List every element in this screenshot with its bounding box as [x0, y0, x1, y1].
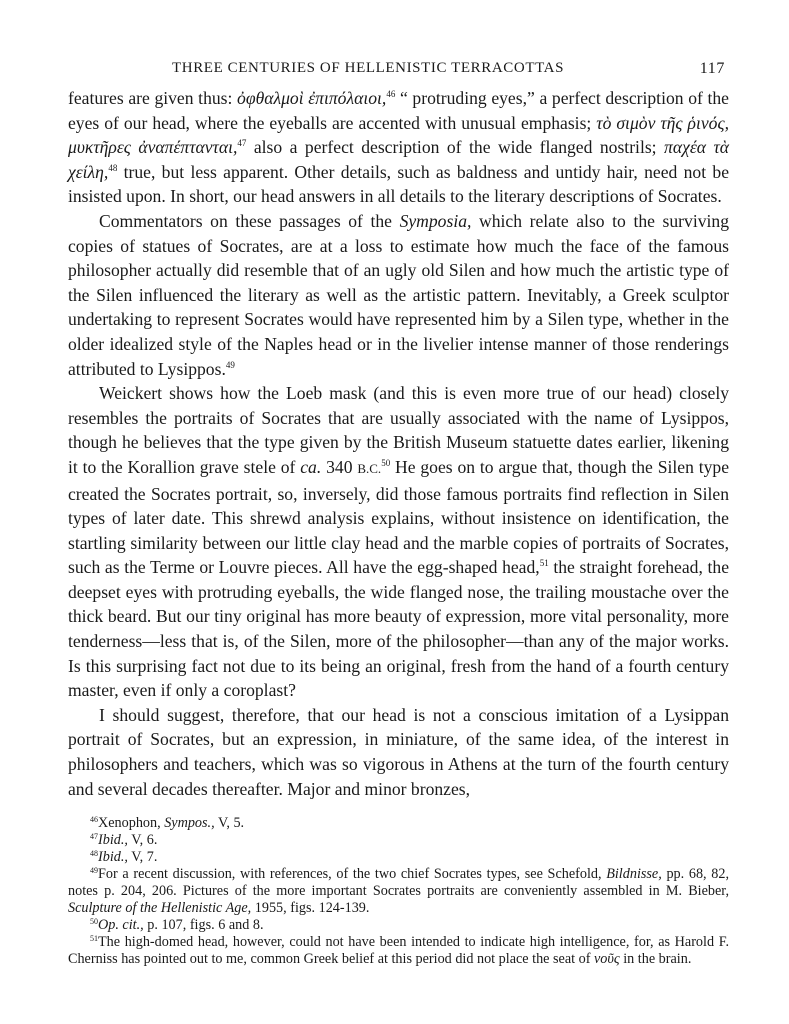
text-run: Xenophon,: [98, 815, 165, 832]
italic-title: Symposia,: [399, 210, 472, 231]
text-run: V, 6.: [127, 832, 158, 849]
footnotes: [68, 815, 729, 968]
italic-abbrev: ca.: [300, 456, 322, 477]
italic-abbrev: Ibid.,: [98, 832, 128, 849]
body-text: [68, 86, 729, 801]
running-header: [68, 58, 729, 86]
greek-quote: τὸ σιμὸν τῆς ῥινός, μυκτῆρες ἀναπέπτανται,: [68, 112, 729, 158]
text-run: pp. 68, 82, notes p. 204, 206. Pictures of the more important Socrates portraits are conveniently assembled in M. Bieber,: [68, 866, 729, 900]
footnote-ref: 49: [225, 359, 235, 370]
footnote-number: 47: [90, 832, 98, 842]
text-run: 340: [321, 456, 358, 477]
footnote-ref: 47: [237, 138, 247, 149]
footnote: [68, 815, 729, 832]
text-run: I should suggest, therefore, that our head is not a conscious imitation of a Lysippan portrait of Socrates, but an expression, in miniature, of the same idea, of the interest in philosophers and teachers, which was so vigorous in Athens at the turn of the fourth century and several decades thereafter. Major and minor bronzes,: [68, 704, 729, 799]
text-run: “ protruding eyes,” a perfect description of the eyes of our head, where the eyeballs are accented with unusual emphasis;: [68, 88, 729, 133]
italic-abbrev: Op. cit.,: [98, 917, 144, 934]
italic-title: Sympos.,: [164, 815, 215, 832]
footnote-ref: 46: [386, 89, 396, 99]
text-run: Weickert shows how the Loeb mask (and this is even more true of our head) closely resembles the portraits of Socrates that are usually associated with the name of Lysippos, though he believes that the type given by the British Museum statuette dates earlier, likening it to the Korallion grave stele of: [68, 383, 729, 477]
text-run: also a perfect description of the wide flanged nostrils;: [246, 137, 665, 158]
text-run: true, but less apparent. Other details, such as baldness and untidy hair, need not be insisted upon. In short, our head answers in all details to the literary descriptions of Socrates.: [68, 161, 729, 207]
italic-title: Sculpture of the Hellenistic Age,: [68, 900, 252, 917]
text-run: in the brain.: [619, 951, 692, 968]
paragraph: [68, 703, 729, 801]
footnote-number: 48: [90, 849, 98, 859]
greek-quote: παχέα τὰ χείλη,: [68, 137, 730, 182]
paragraph: [68, 381, 729, 703]
text-run: p. 107, figs. 6 and 8.: [143, 917, 264, 934]
text-run: the straight forehead, the deepset eyes with protruding eyeballs, the wide flanged nose, the trailing moustache over the thick beard. But our tiny original has more beauty of expression, more vital personality, more tenderness—less that is, of the Silen, more of the philosopher—than any of the major works. Is this surprising fact not due to its being an original, fresh from the hand of a fourth century master, even if only a coroplast?: [68, 557, 730, 701]
footnote-ref: 50: [381, 457, 391, 468]
italic-title: Bildnisse,: [606, 866, 662, 883]
footnote-number: 51: [90, 934, 98, 944]
footnote: [68, 917, 729, 934]
paragraph: [68, 86, 729, 209]
footnote-number: 50: [90, 917, 98, 927]
page-number: 117: [699, 60, 725, 77]
text-run: V, 7.: [127, 849, 158, 866]
small-caps-era: B.C.: [357, 460, 382, 476]
running-title: THREE CENTURIES OF HELLENISTIC TERRACOTTAS: [172, 60, 565, 76]
text-run: Commentators on these passages of the: [99, 210, 400, 231]
text-run: For a recent discussion, with references, of the two chief Socrates types, see Schefold,: [98, 866, 607, 883]
text-run: which relate also to the surviving copies of statues of Socrates, are at a loss to estimate how much the face of the famous philosopher actually did resemble that of an ugly old Silen and how much the artistic type of the Silen influenced the literary as well as the artistic pattern. Inevitably, a Greek sculptor undertaking to represent Socrates would have represented him by a Silen type, whether in the older idealized style of the Naples head or in the livelier intense manner of those renderings attributed to Lysippos.: [68, 210, 729, 379]
footnote-ref: 51: [539, 558, 549, 569]
greek-word: νοῦς: [594, 951, 620, 968]
document-page: [68, 58, 729, 968]
footnote-number: 49: [90, 866, 98, 876]
greek-quote: ὀφθαλμοὶ ἐπιπόλαιοι,: [237, 88, 387, 108]
footnote: [68, 866, 729, 917]
text-run: He goes on to argue that, though the Silen type created the Socrates portrait, so, inversely, did those famous portraits find reflection in Silen types of later date. This shrewd analysis explains, without insistence on identification, the startling similarity between our little clay head and the marble copies of portraits of Socrates, such as the Terme or Louvre pieces. All have the egg-shaped head,: [68, 456, 730, 578]
italic-abbrev: Ibid.,: [98, 849, 128, 866]
text-run: The high-domed head, however, could not have been intended to indicate high intelligence, for, as Harold F. Cherniss has pointed out to me, common Greek belief at this period did not place the seat of: [68, 934, 729, 968]
paragraph: [68, 209, 729, 381]
text-run: features are given thus:: [68, 88, 238, 108]
text-run: 1955, figs. 124-139.: [251, 900, 370, 917]
text-run: V, 5.: [214, 815, 245, 832]
footnote: [68, 849, 729, 866]
footnote-ref: 48: [108, 162, 118, 173]
footnote: [68, 934, 729, 968]
footnote-number: 46: [90, 815, 98, 825]
footnote: [68, 832, 729, 849]
